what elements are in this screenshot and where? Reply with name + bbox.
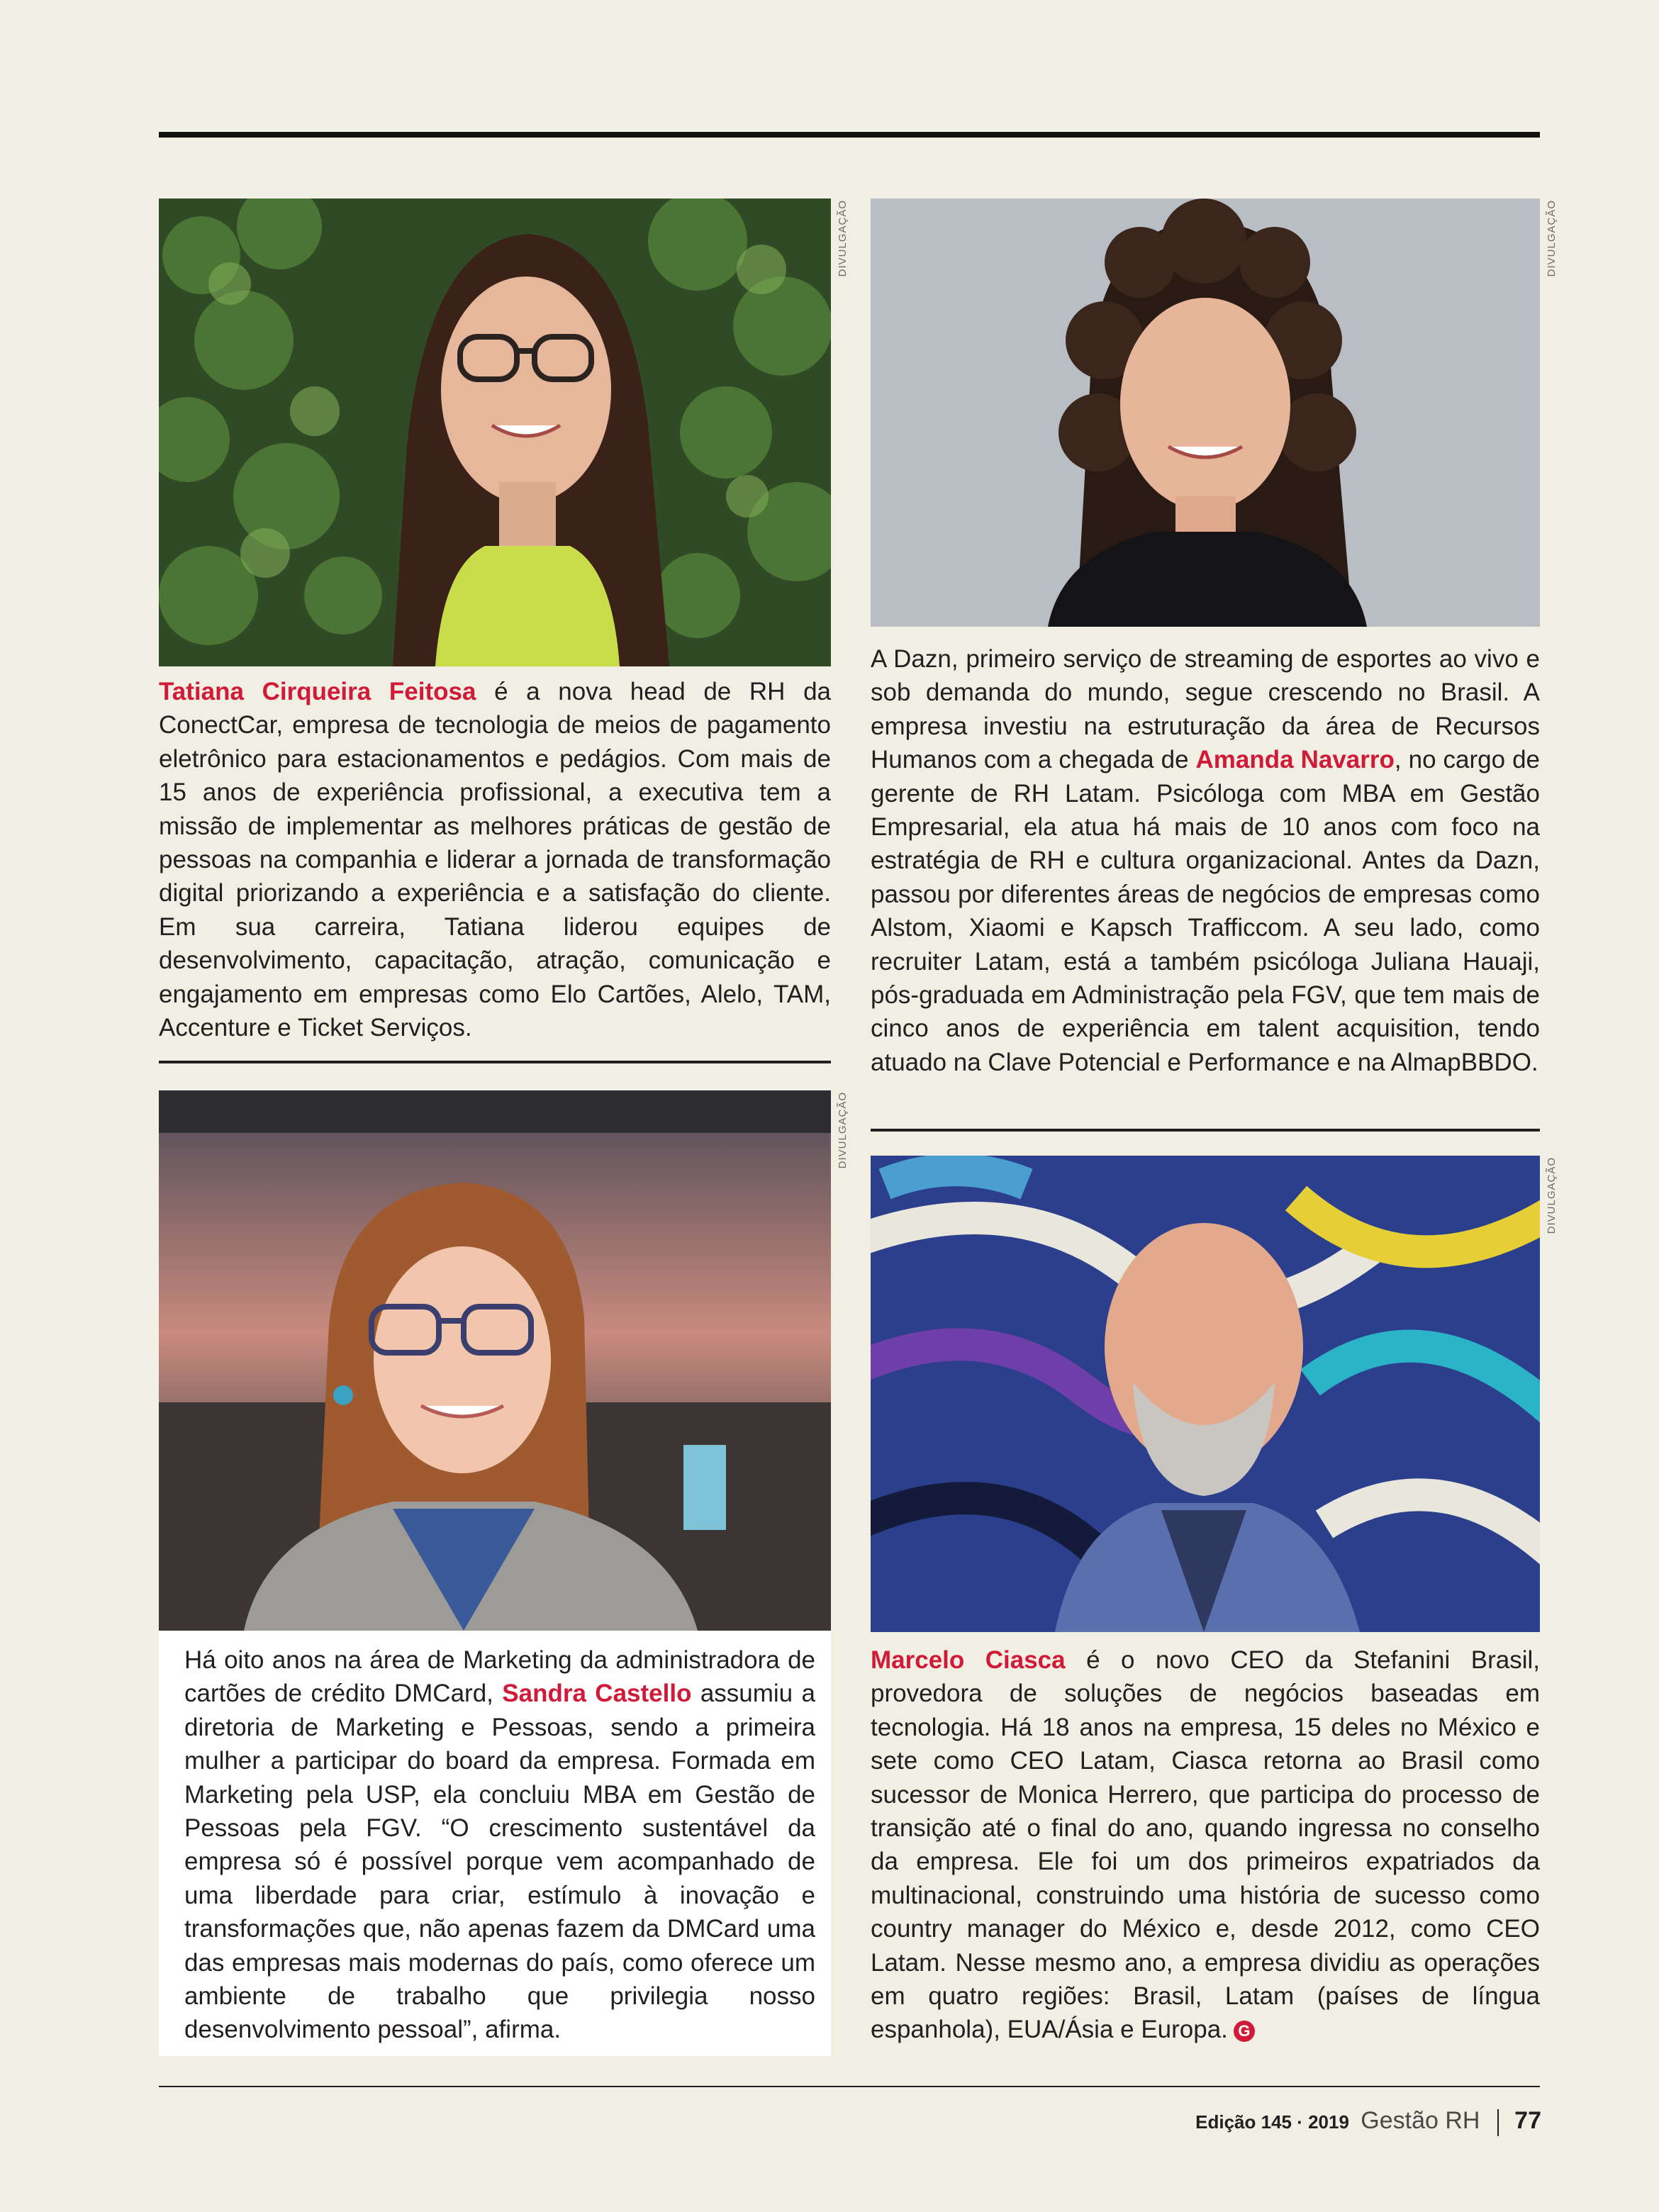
footer-separator [1497, 2109, 1499, 2136]
photo-credit: DIVULGAÇÃO [837, 200, 849, 277]
name-tatiana: Tatiana Cirqueira Feitosa [159, 678, 476, 705]
footer-magazine: Gestão RH [1361, 2107, 1480, 2134]
column-divider [159, 1061, 831, 1063]
photo-credit: DIVULGAÇÃO [1546, 1157, 1558, 1234]
text-sandra-after: assumiu a diretoria de Marketing e Pessoas, sendo a primeira mulher a participar do board da empresa. Formada em Marketing pela USP, ela concluiu MBA em Gestão de Pessoas pela FGV. “O crescimento sustentável da empresa só é possível porque vem acompanhado de uma liberdade para criar, estímulo à inovação e transformações que, não apenas fazem da DMCard uma das empresas mais modernas do país, como oferece um ambiente de trabalho que privilegia nosso desenvolvimento pessoal”, afirma. [184, 1680, 815, 2044]
text-sandra-before: Há oito anos na área de Marketing da administradora de cartões de crédito DMCard, [184, 1646, 815, 1708]
text-amanda-before: A Dazn, primeiro serviço de streaming de esportes ao vivo e sob demanda do mundo, segue crescendo no Brasil. A empresa investiu na estruturação da área de Recursos Humanos com a chegada de [871, 645, 1540, 774]
end-mark-icon: G [1234, 2021, 1255, 2042]
page-footer [1195, 2107, 1541, 2136]
top-rule [159, 132, 1540, 138]
profile-amanda [871, 642, 1540, 1079]
photo-credit: DIVULGAÇÃO [837, 1092, 849, 1169]
photo-tatiana [159, 199, 831, 666]
photo-sandra [159, 1090, 831, 1631]
name-marcelo: Marcelo Ciasca [871, 1646, 1066, 1674]
text-amanda-after: , no cargo de gerente de RH Latam. Psicóloga com MBA em Gestão Empresarial, ela atua há mais de 10 anos com foco na estratégia de RH e cultura organizacional. Antes da Dazn, passou por diferentes áreas de negócios de empresas como Alstom, Xiaomi e Kapsch Trafficcom. A seu lado, como recruiter Latam, está a também psicóloga Juliana Hauaji, pós-graduada em Administração pela FGV, que tem mais de cinco anos de experiência em talent acquisition, tendo atuado na Clave Potencial e Performance e na AlmapBBDO. [871, 746, 1540, 1076]
photo-credit: DIVULGAÇÃO [1546, 200, 1558, 277]
column-divider [871, 1129, 1540, 1132]
profile-sandra [159, 1631, 831, 2056]
page-number: 77 [1514, 2107, 1541, 2134]
name-amanda: Amanda Navarro [1195, 746, 1395, 774]
text-tatiana: é a nova head de RH da ConectCar, empresa de tecnologia de meios de pagamento eletrônico para estacionamentos e pedágios. Com mais de 15 anos de experiência profissional, a executiva tem a missão de implementar as melhores práticas de gestão de pessoas na companhia e liderar a jornada de transformação digital priorizando a experiência e a satisfação do cliente. Em sua carreira, Tatiana liderou equipes de desenvolvimento, capacitação, atração, comunicação e engajamento em empresas como Elo Cartões, Alelo, TAM, Accenture e Ticket Serviços. [159, 678, 832, 1042]
photo-marcelo [871, 1156, 1540, 1632]
footer-rule [159, 2086, 1540, 2087]
footer-edition: Edição 145 · 2019 [1195, 2111, 1349, 2133]
text-marcelo: é o novo CEO da Stefanini Brasil, provedora de soluções de negócios baseadas em tecnologia. Há 18 anos na empresa, 15 deles no México e sete como CEO Latam, Ciasca retorna ao Brasil como sucessor de Monica Herrero, que participa do processo de transição até o final do ano, quando ingressa no conselho da empresa. Ele foi um dos primeiros expatriados da multinacional, construindo uma história de sucesso como country manager do México e, desde 2012, como CEO Latam. Nesse mesmo ano, a empresa dividiu as operações em quatro regiões: Brasil, Latam (países de língua espanhola), EUA/Ásia e Europa. [871, 1646, 1540, 2044]
photo-amanda [871, 199, 1540, 627]
profile-marcelo [871, 1643, 1540, 2047]
profile-tatiana [159, 675, 831, 1044]
name-sandra: Sandra Castello [502, 1680, 692, 1708]
